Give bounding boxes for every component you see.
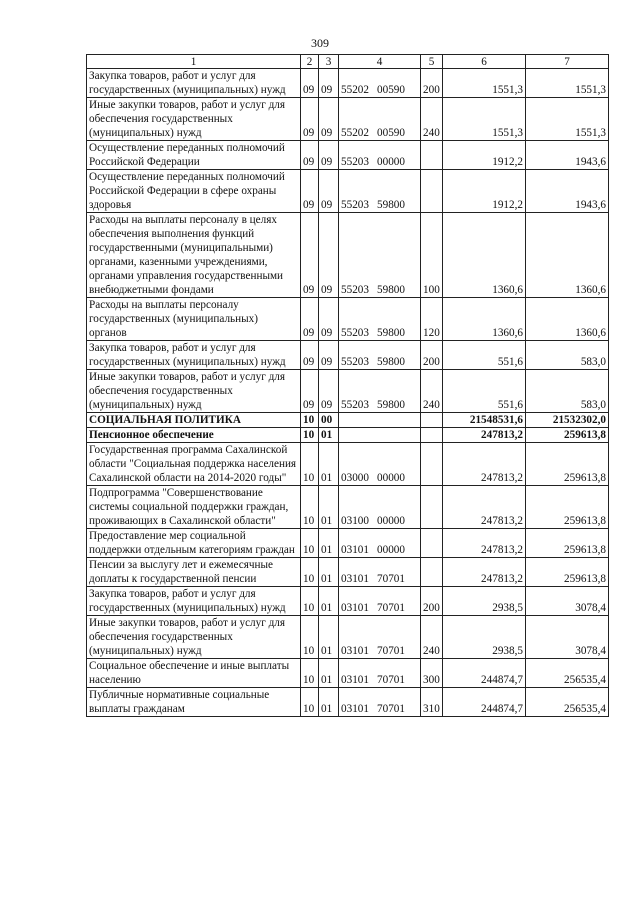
subsection-code: 01 — [319, 616, 339, 659]
subsection-code: 01 — [319, 428, 339, 443]
table-row — [87, 529, 609, 558]
table-row — [87, 141, 609, 170]
section-code: 09 — [301, 213, 319, 298]
direction-code: 00590 — [377, 84, 405, 96]
amount-year-2: 1943,6 — [526, 170, 609, 213]
expense-name: СОЦИАЛЬНАЯ ПОЛИТИКА — [87, 413, 301, 428]
section-code: 10 — [301, 443, 319, 486]
expense-name: Расходы на выплаты персоналу государственных (муниципальных) органов — [87, 298, 301, 341]
amount-year-2: 1551,3 — [526, 98, 609, 141]
expense-type-code — [421, 413, 443, 428]
direction-code: 00590 — [377, 127, 405, 139]
section-code: 10 — [301, 616, 319, 659]
expense-type-code: 100 — [421, 213, 443, 298]
program-code: 55203 — [341, 199, 369, 211]
table-row — [87, 413, 609, 428]
section-code: 10 — [301, 688, 319, 717]
amount-year-2: 259613,8 — [526, 428, 609, 443]
expense-type-code: 200 — [421, 587, 443, 616]
table-row — [87, 616, 609, 659]
table-row — [87, 370, 609, 413]
expense-name: Осуществление переданных полномочий Российской Федерации в сфере охраны здоровья — [87, 170, 301, 213]
amount-year-2: 1360,6 — [526, 213, 609, 298]
amount-year-1: 247813,2 — [443, 428, 526, 443]
direction-code: 00000 — [377, 544, 405, 556]
target-article-code — [339, 558, 421, 587]
program-code: 55202 — [341, 84, 369, 96]
section-code: 09 — [301, 170, 319, 213]
expense-type-code — [421, 486, 443, 529]
expense-name: Иные закупки товаров, работ и услуг для обеспечения государственных (муниципальных) нужд — [87, 616, 301, 659]
subsection-code: 09 — [319, 298, 339, 341]
table-row — [87, 213, 609, 298]
amount-year-1: 247813,2 — [443, 529, 526, 558]
target-article-code — [339, 587, 421, 616]
subsection-code: 01 — [319, 558, 339, 587]
program-code: 03101 — [341, 544, 369, 556]
expense-type-code — [421, 443, 443, 486]
table-row — [87, 443, 609, 486]
section-code: 09 — [301, 98, 319, 141]
expense-name: Государственная программа Сахалинской области "Социальная поддержка населения Сахалинской области на 2014-2020 годы" — [87, 443, 301, 486]
section-code: 10 — [301, 659, 319, 688]
subsection-code: 09 — [319, 213, 339, 298]
section-code: 10 — [301, 558, 319, 587]
page-number: 309 — [311, 36, 329, 50]
program-code: 55203 — [341, 156, 369, 168]
program-code: 55202 — [341, 127, 369, 139]
column-header: 5 — [421, 55, 443, 69]
expense-name: Закупка товаров, работ и услуг для государственных (муниципальных) нужд — [87, 341, 301, 370]
program-code: 55203 — [341, 356, 369, 368]
table-row — [87, 98, 609, 141]
direction-code: 70701 — [377, 573, 405, 585]
target-article-code — [339, 98, 421, 141]
amount-year-2: 259613,8 — [526, 443, 609, 486]
amount-year-2: 3078,4 — [526, 616, 609, 659]
direction-code: 59800 — [377, 327, 405, 339]
section-code: 09 — [301, 141, 319, 170]
target-article-code — [339, 141, 421, 170]
expense-type-code: 240 — [421, 616, 443, 659]
expense-type-code: 310 — [421, 688, 443, 717]
budget-table — [86, 54, 609, 717]
amount-year-1: 551,6 — [443, 341, 526, 370]
section-code: 10 — [301, 413, 319, 428]
target-article-code — [339, 529, 421, 558]
target-article-code — [339, 659, 421, 688]
amount-year-2: 256535,4 — [526, 688, 609, 717]
direction-code: 70701 — [377, 602, 405, 614]
table-row — [87, 341, 609, 370]
column-header: 1 — [87, 55, 301, 69]
amount-year-1: 1912,2 — [443, 141, 526, 170]
section-code: 10 — [301, 428, 319, 443]
expense-name: Предоставление мер социальной поддержки отдельным категориям граждан — [87, 529, 301, 558]
amount-year-2: 1360,6 — [526, 298, 609, 341]
table-row — [87, 170, 609, 213]
amount-year-1: 21548531,6 — [443, 413, 526, 428]
target-article-code — [339, 616, 421, 659]
table-row — [87, 486, 609, 529]
direction-code: 70701 — [377, 703, 405, 715]
subsection-code: 09 — [319, 170, 339, 213]
amount-year-2: 259613,8 — [526, 558, 609, 587]
program-code: 03101 — [341, 645, 369, 657]
expense-type-code — [421, 141, 443, 170]
section-code: 10 — [301, 529, 319, 558]
amount-year-2: 256535,4 — [526, 659, 609, 688]
table-row — [87, 428, 609, 443]
expense-type-code: 240 — [421, 98, 443, 141]
expense-type-code — [421, 170, 443, 213]
amount-year-1: 2938,5 — [443, 587, 526, 616]
target-article-code — [339, 170, 421, 213]
subsection-code: 01 — [319, 659, 339, 688]
expense-name: Расходы на выплаты персоналу в целях обеспечения выполнения функций государственными (муниципальными) органами, казенными учреждениями, органами управления государственными внебюджетными фондами — [87, 213, 301, 298]
amount-year-2: 1551,3 — [526, 69, 609, 98]
subsection-code: 01 — [319, 587, 339, 616]
program-code: 03101 — [341, 602, 369, 614]
table-row — [87, 688, 609, 717]
amount-year-1: 1360,6 — [443, 213, 526, 298]
amount-year-1: 1912,2 — [443, 170, 526, 213]
subsection-code: 01 — [319, 529, 339, 558]
direction-code: 00000 — [377, 472, 405, 484]
amount-year-1: 2938,5 — [443, 616, 526, 659]
amount-year-2: 1943,6 — [526, 141, 609, 170]
subsection-code: 01 — [319, 688, 339, 717]
amount-year-1: 247813,2 — [443, 443, 526, 486]
target-article-code — [339, 370, 421, 413]
direction-code: 59800 — [377, 199, 405, 211]
target-article-code — [339, 69, 421, 98]
direction-code: 70701 — [377, 674, 405, 686]
program-code: 03101 — [341, 703, 369, 715]
subsection-code: 01 — [319, 443, 339, 486]
program-code: 55203 — [341, 284, 369, 296]
table-row — [87, 587, 609, 616]
section-code: 09 — [301, 298, 319, 341]
expense-type-code — [421, 558, 443, 587]
target-article-code — [339, 428, 421, 443]
subsection-code: 01 — [319, 486, 339, 529]
table-row — [87, 69, 609, 98]
column-header: 6 — [443, 55, 526, 69]
program-code: 55203 — [341, 327, 369, 339]
column-header: 2 — [301, 55, 319, 69]
expense-type-code: 120 — [421, 298, 443, 341]
expense-type-code: 200 — [421, 341, 443, 370]
amount-year-2: 259613,8 — [526, 486, 609, 529]
section-code: 09 — [301, 370, 319, 413]
section-code: 10 — [301, 587, 319, 616]
expense-name: Социальное обеспечение и иные выплаты населению — [87, 659, 301, 688]
column-header: 4 — [339, 55, 421, 69]
target-article-code — [339, 413, 421, 428]
direction-code: 00000 — [377, 515, 405, 527]
section-code: 09 — [301, 69, 319, 98]
expense-type-code — [421, 529, 443, 558]
direction-code: 59800 — [377, 284, 405, 296]
direction-code: 00000 — [377, 156, 405, 168]
subsection-code: 09 — [319, 141, 339, 170]
target-article-code — [339, 298, 421, 341]
direction-code: 59800 — [377, 356, 405, 368]
amount-year-1: 247813,2 — [443, 558, 526, 587]
target-article-code — [339, 341, 421, 370]
program-code: 03101 — [341, 674, 369, 686]
amount-year-1: 244874,7 — [443, 659, 526, 688]
amount-year-2: 21532302,0 — [526, 413, 609, 428]
amount-year-1: 551,6 — [443, 370, 526, 413]
column-header-row — [87, 55, 609, 69]
column-header: 7 — [526, 55, 609, 69]
expense-name: Пенсии за выслугу лет и ежемесячные доплаты к государственной пенсии — [87, 558, 301, 587]
expense-type-code: 200 — [421, 69, 443, 98]
column-header: 3 — [319, 55, 339, 69]
direction-code: 59800 — [377, 399, 405, 411]
amount-year-1: 1360,6 — [443, 298, 526, 341]
section-code: 09 — [301, 341, 319, 370]
expense-type-code: 240 — [421, 370, 443, 413]
section-code: 10 — [301, 486, 319, 529]
expense-name: Иные закупки товаров, работ и услуг для обеспечения государственных (муниципальных) нужд — [87, 370, 301, 413]
table-row — [87, 659, 609, 688]
amount-year-1: 247813,2 — [443, 486, 526, 529]
expense-type-code: 300 — [421, 659, 443, 688]
expense-name: Иные закупки товаров, работ и услуг для обеспечения государственных (муниципальных) нужд — [87, 98, 301, 141]
amount-year-1: 1551,3 — [443, 69, 526, 98]
amount-year-2: 3078,4 — [526, 587, 609, 616]
direction-code: 70701 — [377, 645, 405, 657]
target-article-code — [339, 443, 421, 486]
table-row — [87, 298, 609, 341]
expense-type-code — [421, 428, 443, 443]
program-code: 03101 — [341, 573, 369, 585]
program-code: 55203 — [341, 399, 369, 411]
expense-name: Публичные нормативные социальные выплаты гражданам — [87, 688, 301, 717]
amount-year-1: 1551,3 — [443, 98, 526, 141]
subsection-code: 00 — [319, 413, 339, 428]
expense-name: Закупка товаров, работ и услуг для государственных (муниципальных) нужд — [87, 587, 301, 616]
program-code: 03000 — [341, 472, 369, 484]
subsection-code: 09 — [319, 341, 339, 370]
expense-name: Подпрограмма "Совершенствование системы социальной поддержки граждан, проживающих в Сахалинской области" — [87, 486, 301, 529]
target-article-code — [339, 213, 421, 298]
expense-name: Осуществление переданных полномочий Российской Федерации — [87, 141, 301, 170]
amount-year-1: 244874,7 — [443, 688, 526, 717]
amount-year-2: 583,0 — [526, 341, 609, 370]
amount-year-2: 259613,8 — [526, 529, 609, 558]
target-article-code — [339, 486, 421, 529]
subsection-code: 09 — [319, 370, 339, 413]
target-article-code — [339, 688, 421, 717]
table-row — [87, 558, 609, 587]
subsection-code: 09 — [319, 98, 339, 141]
program-code: 03100 — [341, 515, 369, 527]
subsection-code: 09 — [319, 69, 339, 98]
expense-name: Закупка товаров, работ и услуг для государственных (муниципальных) нужд — [87, 69, 301, 98]
amount-year-2: 583,0 — [526, 370, 609, 413]
expense-name: Пенсионное обеспечение — [87, 428, 301, 443]
